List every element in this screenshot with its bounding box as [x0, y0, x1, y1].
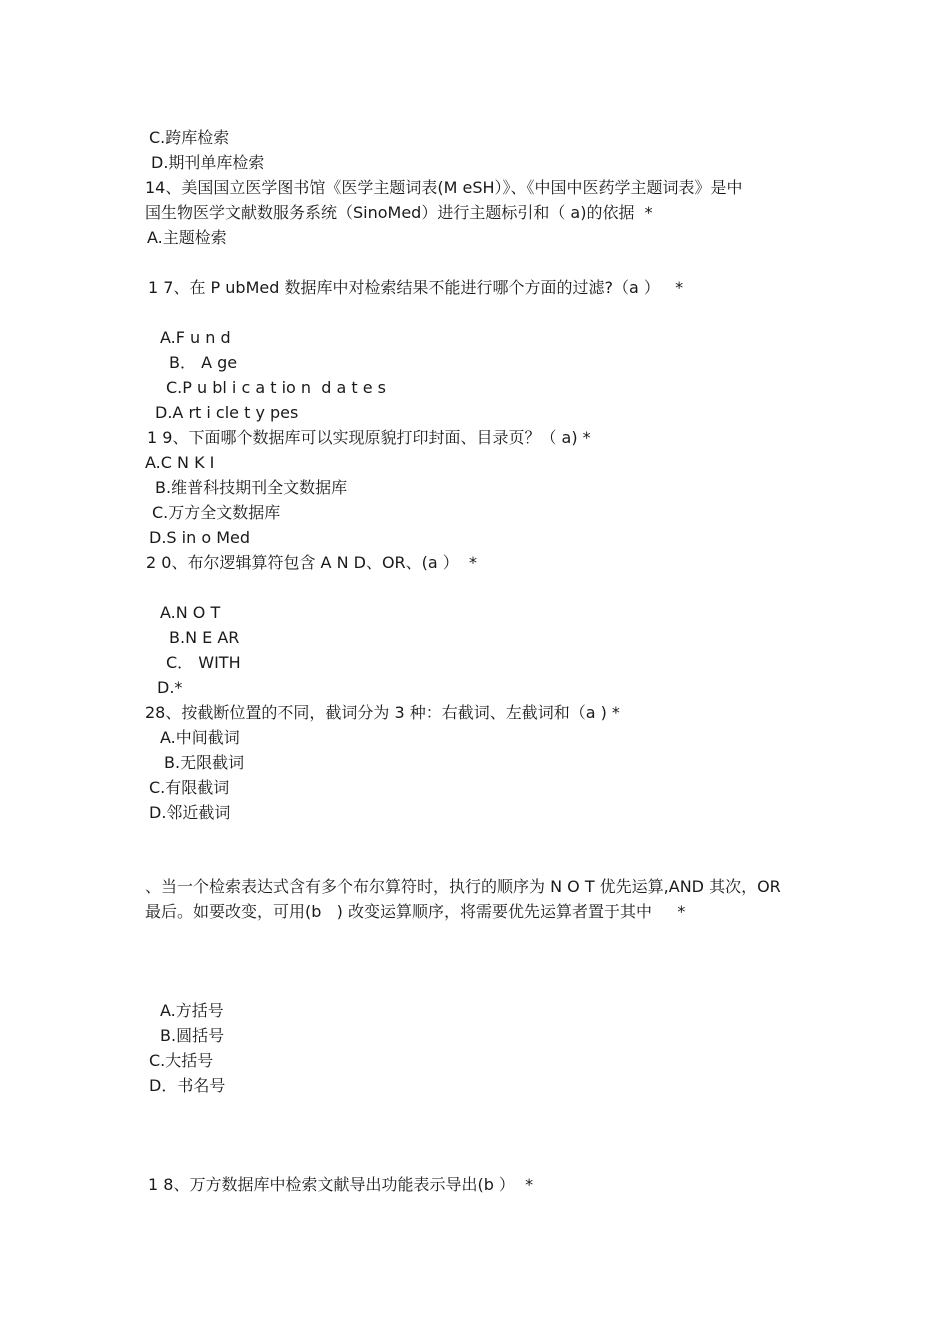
option-b-parentheses: B.圆括号 — [160, 1026, 225, 1045]
question-20: 2 0、布尔逻辑算符包含 A N D、OR、(a ） * — [146, 553, 477, 572]
option-a-square-brackets: A.方括号 — [160, 1001, 224, 1020]
question-14-line-2: 国生物医学文献数服务系统（SinoMed）进行主题标引和（ a)的依据 * — [145, 203, 653, 222]
option-a-not: A.N O T — [160, 603, 221, 622]
option-c-curly-braces: C.大括号 — [149, 1051, 214, 1070]
question-boolean-order-line-1: 、当一个检索表达式含有多个布尔算符时，执行的顺序为 N O T 优先运算,AND 其次，OR — [145, 877, 781, 896]
option-a-cnki: A.C N K I — [145, 453, 215, 472]
question-17: 1 7、在 P ubMed 数据库中对检索结果不能进行哪个方面的过滤?（a ） * — [148, 278, 684, 297]
question-14-line-1: 14、美国国立医学图书馆《医学主题词表(M eSH）》、《中国中医药学主题词表》是中 — [145, 178, 743, 197]
option-d-sinomed: D.S in o Med — [149, 528, 250, 547]
option-c-with: C． WITH — [166, 653, 241, 672]
question-19: 1 9、下面哪个数据库可以实现原貌打印封面、目录页？（ a) * — [147, 428, 591, 447]
option-a-subject-search: A.主题检索 — [147, 228, 227, 247]
option-b-vip: B.维普科技期刊全文数据库 — [155, 478, 348, 497]
option-b-unlimited-truncation: B.无限截词 — [164, 753, 245, 772]
option-d-proximity-truncation: D.邻近截词 — [149, 803, 231, 822]
option-d-article-types: D.A rt i cle t y pes — [155, 403, 299, 422]
option-d-book-title-marks: D．书名号 — [149, 1076, 226, 1095]
option-b-age: B． A ge — [169, 353, 238, 372]
option-a-middle-truncation: A.中间截词 — [160, 728, 240, 747]
question-28: 28、按截断位置的不同，截词分为 3 种：右截词、左截词和（a ) * — [145, 703, 620, 722]
option-d-journal-single-db: D.期刊单库检索 — [151, 153, 265, 172]
question-boolean-order-line-2: 最后。如要改变，可用(b ) 改变运算顺序，将需要优先运算者置于其中 * — [145, 902, 686, 921]
option-c-cross-db: C.跨库检索 — [149, 128, 230, 147]
option-a-fund: A.F u n d — [160, 328, 231, 347]
option-c-limited-truncation: C.有限截词 — [149, 778, 230, 797]
option-b-near: B.N E AR — [169, 628, 240, 647]
question-18: 1 8、万方数据库中检索文献导出功能表示导出(b ） * — [148, 1175, 534, 1194]
option-c-publication-dates: C.P u bl i c a t io n d a t e s — [166, 378, 386, 397]
option-c-wanfang: C.万方全文数据库 — [152, 503, 281, 522]
option-d-asterisk: D.* — [157, 678, 183, 697]
